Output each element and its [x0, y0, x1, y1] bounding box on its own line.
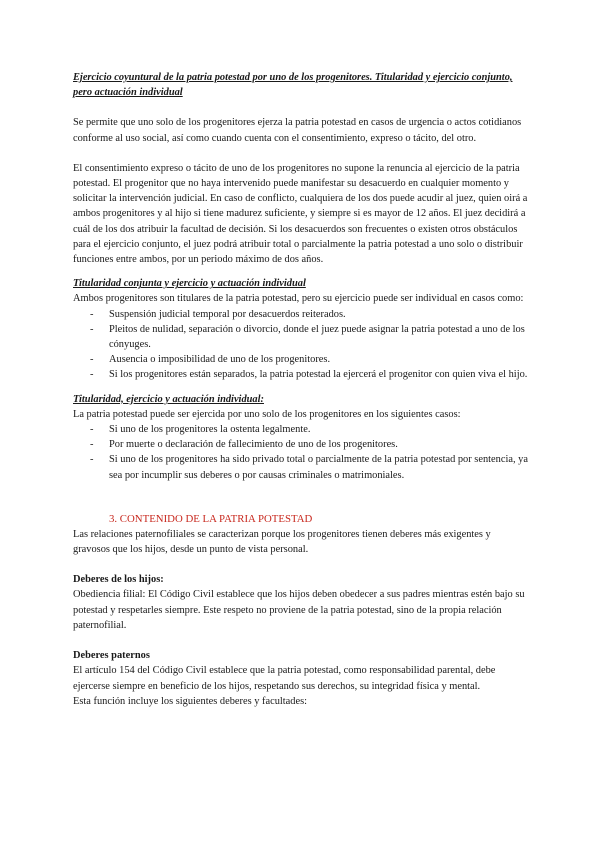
paragraph-urgencia: Se permite que uno solo de los progenitores ejerza la patria potestad en casos de urgencia o actos cotidianos conforme al uso social, así como cuando cuenta con el consentimiento, expreso o tácito, del otro.	[73, 117, 522, 144]
heading-titularidad-conjunta: Titularidad conjunta y ejercicio y actuación individual	[73, 278, 306, 290]
list-item: - Pleitos de nulidad, separación o divorcio, donde el juez puede asignar la patria potestad a uno de los cónyuges.	[90, 323, 525, 351]
list-item: - Ausencia o imposibilidad de uno de los progenitores.	[90, 354, 331, 366]
section-title-contenido: 3. CONTENIDO DE LA PATRIA POTESTAD	[109, 512, 313, 525]
list-item: - Suspensión judicial temporal por desacuerdos reiterados.	[90, 308, 346, 320]
heading-titularidad-individual: Titularidad, ejercicio y actuación individual:	[73, 393, 264, 405]
heading-deberes-paternos: Deberes paternos	[73, 650, 150, 662]
list-casos-individual	[73, 307, 529, 383]
paragraph-funcion: Esta función incluye los siguientes deberes y facultades:	[73, 695, 308, 707]
heading-deberes-hijos: Deberes de los hijos:	[73, 574, 164, 586]
paragraph-titularidad-intro: Ambos progenitores son titulares de la patria potestad, pero su ejercicio puede ser individual en casos como:	[73, 293, 524, 305]
list-casos-uno-solo	[73, 422, 529, 483]
list-item: - Si los progenitores están separados, la patria potestad la ejercerá el progenitor con quien viva el hijo.	[90, 369, 528, 381]
list-item: - Si uno de los progenitores ha sido privado total o parcialmente de la patria potestad por sentencia, ya sea por incumplir sus deberes o por causas criminales o matrimoniales.	[90, 454, 528, 481]
list-item: - Por muerte o declaración de fallecimiento de uno de los progenitores.	[90, 439, 398, 451]
paragraph-articulo-154: El artículo 154 del Código Civil establece que la patria potestad, como responsabilidad parental, debe ejercerse siempre en beneficio de los hijos, respetando sus derechos, su integridad física y mental.	[73, 665, 496, 692]
paragraph-consentimiento: El consentimiento expreso o tácito de uno de los progenitores no supone la renuncia al ejercicio de la patria potestad. El progenitor que no haya intervenido puede manifestar su desacuerdo en cualquier momento y solicitar la intervención judicial. En caso de conflicto, cualquiera de los dos puede acudir al juez, quien oirá a ambos progenitores y al hijo si tiene madurez suficiente, y siempre si es mayor de 12 años. El juez decidirá a cuál de los dos atribuir la facultad de decisión. Si los desacuerdos son frecuentes o existen otros obstáculos para el ejercicio conjunto, el juez podrá atribuir total o parcialmente la patria potestad a uno solo o distribuir funciones entre ambos, por un periodo máximo de dos años.	[73, 162, 528, 266]
heading-ejercicio-coyuntural: Ejercicio coyuntural de la patria potestad por uno de los progenitores. Titularidad y ejercicio conjunto, pero actuación individual	[73, 72, 513, 99]
list-item: - Si uno de los progenitores la ostenta legalmente.	[90, 424, 311, 436]
paragraph-relaciones: Las relaciones paternofiliales se caracterizan porque los progenitores tienen deberes más exigentes y gravosos que los hijos, desde un punto de vista personal.	[73, 528, 491, 556]
document-page	[73, 70, 529, 709]
paragraph-individual-intro: La patria potestad puede ser ejercida por uno solo de los progenitores en los siguientes casos:	[73, 408, 461, 420]
paragraph-obediencia: Obediencia filial: El Código Civil establece que los hijos deben obedecer a sus padres mientras estén bajo su potestad y respetarles siempre. Este respeto no proviene de la patria potestad, sino de la propia relación paternofilial.	[73, 589, 525, 631]
